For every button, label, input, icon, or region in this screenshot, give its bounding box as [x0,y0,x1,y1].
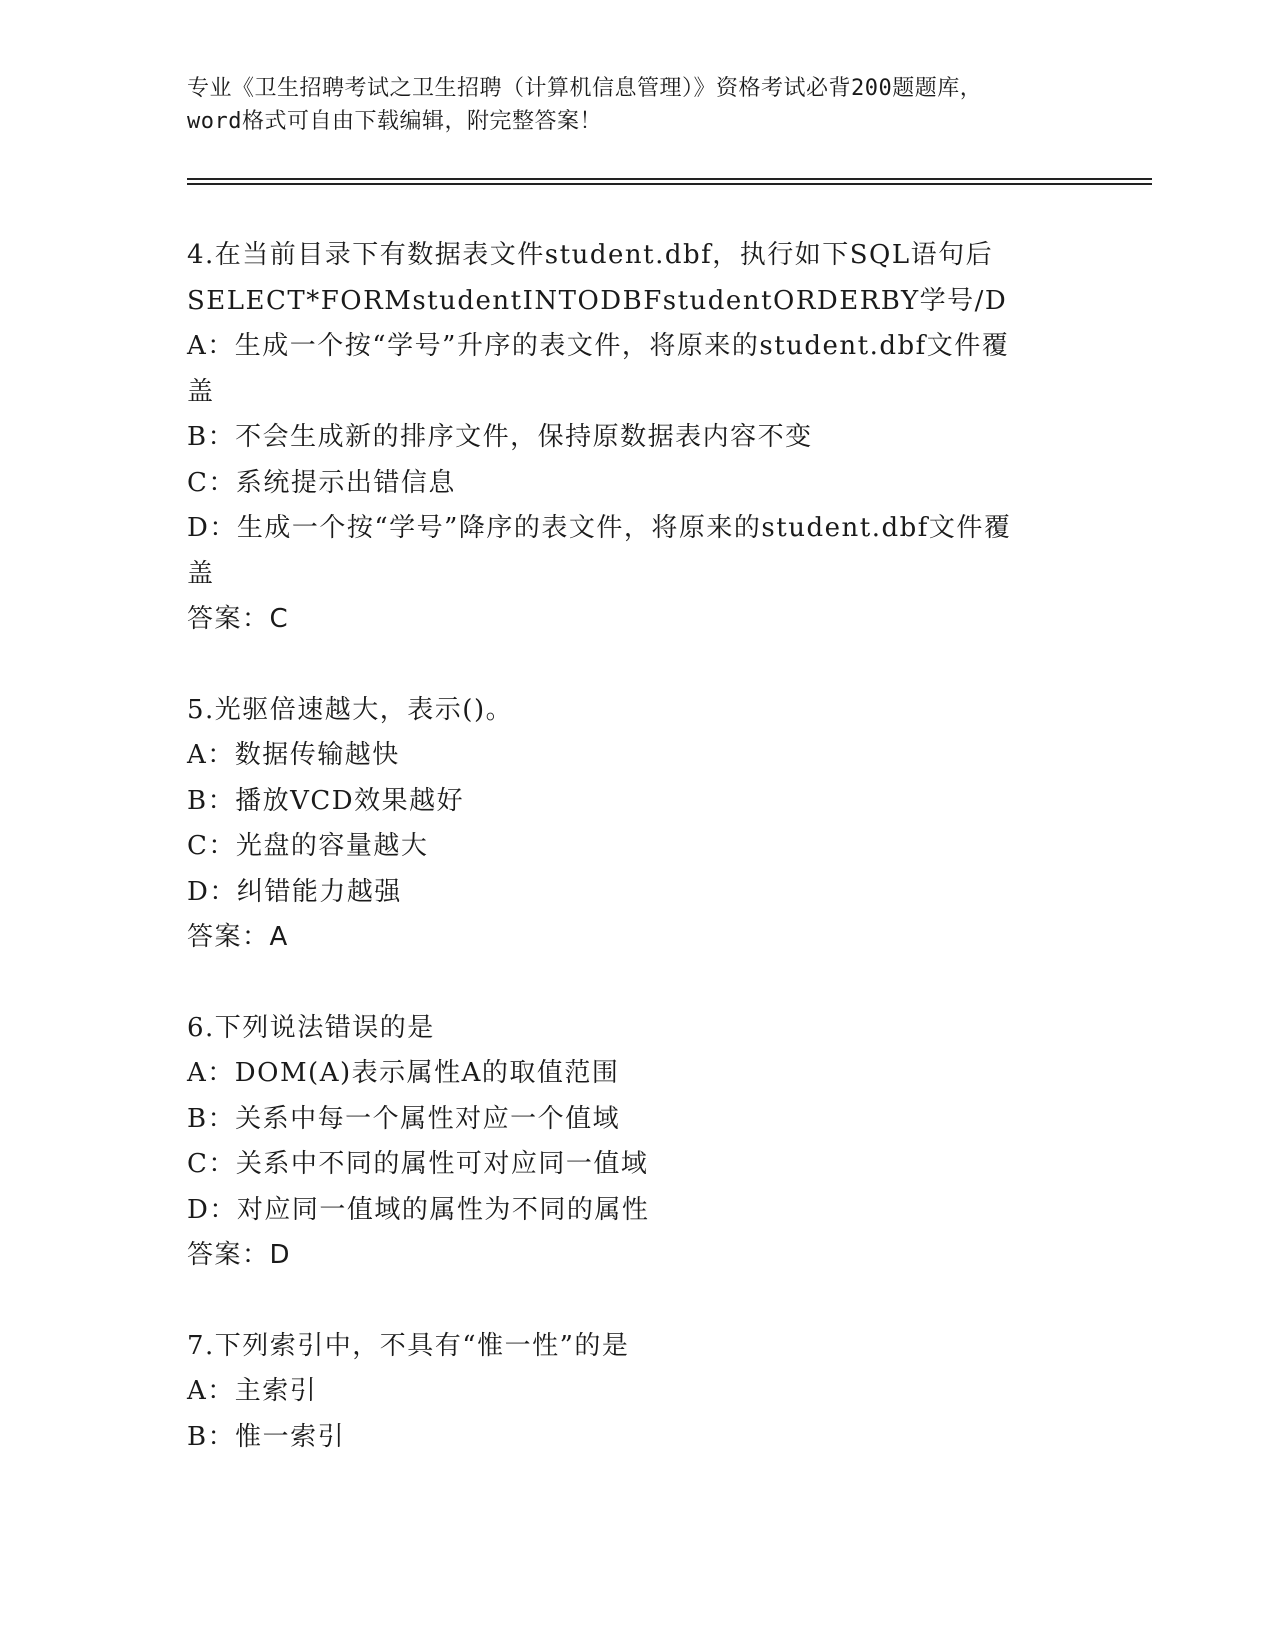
question-block [187,688,1087,961]
question-stem: 4.在当前目录下有数据表文件student.dbf，执行如下SQL语句后 [187,240,994,270]
answer-option: A：生成一个按“学号”升序的表文件，将原来的student.dbf文件覆 [187,331,1010,361]
answer-option: 盖 [187,376,215,407]
answer-option: 盖 [187,558,215,589]
question-stem: 5.光驱倍速越大，表示()。 [187,694,514,725]
answer-option: A：主索引 [187,1376,318,1406]
question-block [187,1006,1087,1279]
document-header [187,72,1087,138]
header-line-2: word格式可自由下载编辑，附完整答案！ [187,109,602,134]
answer-option: C：关系中不同的属性可对应同一值域 [187,1149,649,1179]
answer-option: C：光盘的容量越大 [187,831,429,861]
answer-key: 答案：C [187,604,290,634]
question-block [187,233,1087,643]
answer-key: 答案：A [187,922,289,952]
answer-option: A：数据传输越快 [187,740,400,770]
answer-option: B：惟一索引 [187,1421,346,1452]
question-stem: 6.下列说法错误的是 [187,1012,435,1043]
question-block [187,1324,1087,1461]
answer-option: B：不会生成新的排序文件，保持原数据表内容不变 [187,422,813,452]
question-list [187,233,1087,1505]
answer-option: D：对应同一值域的属性为不同的属性 [187,1194,650,1225]
answer-option: B：关系中每一个属性对应一个值域 [187,1103,621,1134]
answer-key: 答案：D [187,1240,292,1270]
answer-option: B：播放VCD效果越好 [187,785,465,816]
answer-option: A：DOM(A)表示属性A的取值范围 [187,1058,620,1088]
question-stem: SELECT*FORMstudentINTODBFstudentORDERBY学号/D [187,285,1008,316]
answer-option: D：纠错能力越强 [187,876,402,907]
answer-option: C：系统提示出错信息 [187,467,456,498]
question-stem: 7.下列索引中，不具有“惟一性”的是 [187,1330,630,1361]
header-divider-bottom [187,183,1152,185]
header-line-1: 专业《卫生招聘考试之卫生招聘（计算机信息管理）》资格考试必背200题题库， [187,76,983,101]
answer-option: D：生成一个按“学号”降序的表文件，将原来的student.dbf文件覆 [187,513,1012,543]
header-divider-top [187,178,1152,180]
